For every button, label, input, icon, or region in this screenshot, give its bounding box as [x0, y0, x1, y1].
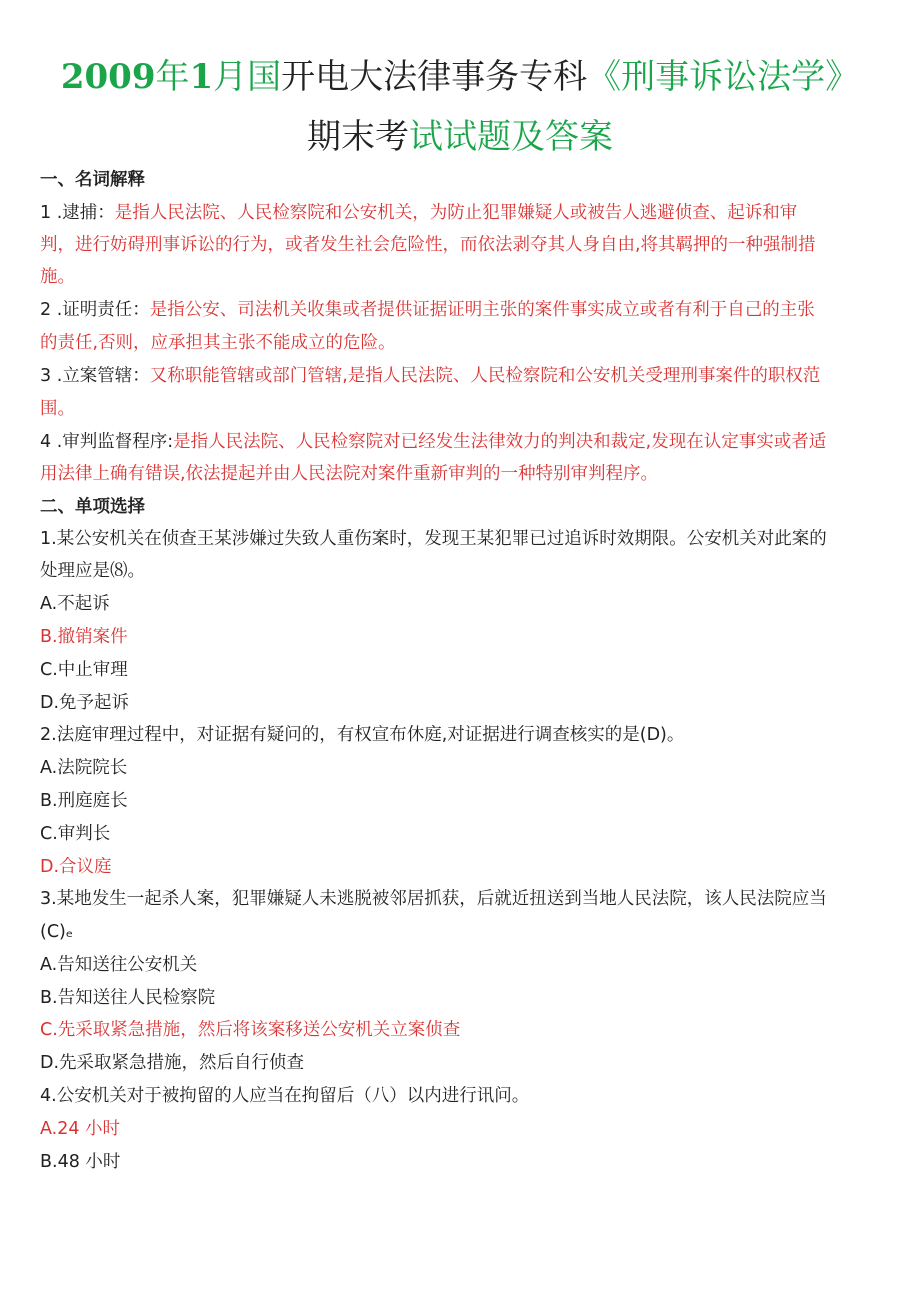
- question-4-option-b: B.48 小时: [40, 1152, 121, 1172]
- question-1-stem-line-1: 1.某公安机关在侦查王某涉嫌过失致人重伤案时，发现王某犯罪已过追诉时效期限。公安机关对此案的: [40, 529, 827, 549]
- definition-term: 3 .立案管辖：: [40, 366, 150, 386]
- document-title-line-2: [0, 112, 920, 162]
- definition-term: 2 .证明责任：: [40, 300, 150, 320]
- question-2-option-c: C.审判长: [40, 824, 111, 844]
- definition-text: 是指人民法院、人民检察院和公安机关，为防止犯罪嫌疑人或被告人逃避侦查、起诉和审: [114, 203, 798, 223]
- question-3-stem-line-2: (C)ₑ: [40, 922, 74, 942]
- definition-item-3-line-2: 围。: [40, 399, 75, 419]
- title-exam: 期末考: [307, 117, 409, 157]
- question-3-option-c-answer: C.先采取紧急措施，然后将该案移送公安机关立案侦查: [40, 1020, 461, 1040]
- question-3-option-d: D.先采取紧急措施，然后自行侦查: [40, 1053, 305, 1073]
- question-1-option-b-answer: B.撤销案件: [40, 627, 128, 647]
- section-heading-definitions: 一、名词解释: [40, 170, 145, 190]
- definition-item-3-line-1: [40, 364, 885, 388]
- question-4-stem: 4.公安机关对于被拘留的人应当在拘留后（八）以内进行讯问。: [40, 1086, 530, 1106]
- question-1-option-c: C.中止审理: [40, 660, 128, 680]
- definition-item-2-line-1: [40, 298, 885, 322]
- question-3-stem-line-1: 3.某地发生一起杀人案，犯罪嫌疑人未逃脱被邻居抓获，后就近扭送到当地人民法院，该人民法院应当: [40, 889, 827, 909]
- definition-text: 是指人民法院、人民检察院对已经发生法律效力的判决和裁定,发现在认定事实或者适: [173, 432, 827, 452]
- definition-item-4-line-1: [40, 430, 885, 454]
- definition-item-2-line-2: 的责任,否则，应承担其主张不能成立的危险。: [40, 333, 396, 353]
- title-answers: 试试题及答案: [409, 117, 613, 157]
- definition-text: 又称职能管辖或部门管辖,是指人民法院、人民检察院和公安机关受理刑事案件的职权范: [149, 366, 821, 386]
- definition-item-4-line-2: 用法律上确有错误,依法提起并由人民法院对案件重新审判的一种特别审判程序。: [40, 464, 659, 484]
- question-2-stem: 2.法庭审理过程中，对证据有疑问的，有权宣布休庭,对证据进行调查核实的是(D)。: [40, 725, 685, 745]
- title-middle: 开电大法律事务专科: [281, 57, 588, 97]
- document-title-line-1: [0, 52, 920, 102]
- definition-text: 是指公安、司法机关收集或者提供证据证明主张的案件事实成立或者有利于自己的主张: [149, 300, 815, 320]
- title-yue: 月国: [213, 57, 282, 97]
- title-nian: 年: [155, 57, 190, 97]
- question-4-option-a-answer: A.24 小时: [40, 1119, 121, 1139]
- question-1-option-a: A.不起诉: [40, 594, 110, 614]
- title-month: 1: [189, 57, 214, 97]
- question-2-option-b: B.刑庭庭长: [40, 791, 128, 811]
- definition-term: 1 .逮捕：: [40, 203, 115, 223]
- title-year: 2009: [60, 57, 156, 97]
- question-3-option-a: A.告知送往公安机关: [40, 955, 198, 975]
- question-2-option-a: A.法院院长: [40, 758, 128, 778]
- question-3-option-b: B.告知送往人民检察院: [40, 988, 216, 1008]
- title-course: 《刑事诉讼法学》: [587, 57, 860, 97]
- question-2-option-d-answer: D.合议庭: [40, 857, 112, 877]
- question-1-option-d: D.免予起诉: [40, 693, 130, 713]
- question-1-stem-line-2: 处理应是⑻。: [40, 561, 145, 581]
- definition-item-1-line-3: 施。: [40, 267, 75, 287]
- section-heading-single-choice: 二、单项选择: [40, 497, 145, 517]
- definition-item-1-line-1: [40, 201, 885, 225]
- definition-item-1-line-2: 判，进行妨碍刑事诉讼的行为，或者发生社会危险性，而依法剥夺其人身自由,将其羁押的一种强制措: [40, 235, 816, 255]
- definition-term: 4 .审判监督程序:: [40, 432, 174, 452]
